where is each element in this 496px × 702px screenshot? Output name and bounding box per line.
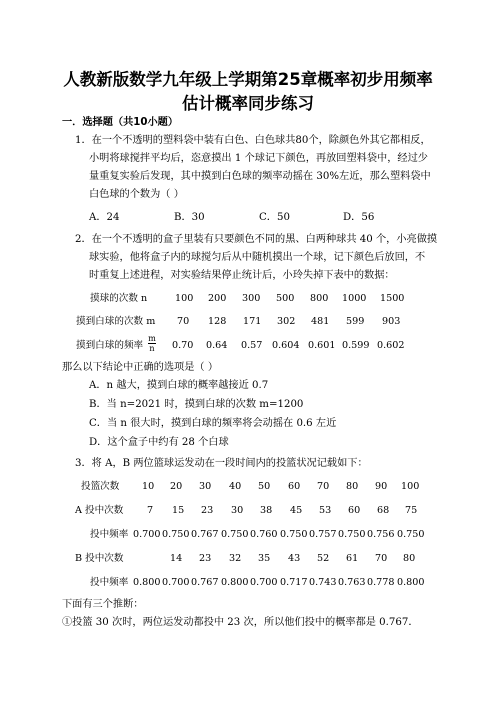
- q3-a-freq-cell: 0.700: [133, 529, 161, 540]
- section-heading: 一．选择题（共10小题）: [62, 117, 179, 128]
- q3-b-hits-cell: 43: [288, 553, 301, 564]
- q1-option-b: B．30: [174, 212, 205, 223]
- q3-a-freq-cell: 0.757: [309, 529, 337, 540]
- q3-header-cell: 60: [288, 481, 301, 492]
- q3-b-hits-label: B 投中次数: [75, 553, 124, 564]
- q2-row1-cell: 1500: [380, 293, 405, 304]
- q1-line-4: 白色球的个数为（ ）: [89, 189, 184, 200]
- q3-a-hits-cell: 38: [260, 505, 273, 516]
- fraction-numerator: m: [148, 334, 156, 343]
- q2-row3-cell: 0.64: [206, 340, 228, 351]
- q3-a-hits-cell: 23: [201, 505, 214, 516]
- q1-line-2: 小明将球搅拌平均后，恣意摸出 1 个球记下颜色，再放回塑料袋中，经过少: [89, 153, 428, 164]
- q3-prompt: 下面有三个推断：: [62, 599, 144, 610]
- q2-row2-label: 摸到白球的次数 m: [76, 316, 156, 327]
- q2-row2-cell: 903: [382, 316, 401, 327]
- q3-a-hits-label: A 投中次数: [75, 505, 124, 516]
- document-title-line2: 估计概率同步练习: [182, 94, 314, 113]
- q3-b-freq-cell: 0.700: [162, 577, 190, 588]
- q3-header-cell: 90: [375, 481, 388, 492]
- q3-intro: 3．将 A，B 两位篮球运发动在一段时间内的投篮状况记载如下：: [75, 458, 368, 469]
- q3-a-freq-cell: 0.760: [250, 529, 278, 540]
- q3-b-freq-cell: 0.767: [191, 577, 219, 588]
- q2-row2-cell: 171: [243, 316, 262, 327]
- q3-a-hits-cell: 7: [147, 505, 154, 516]
- q3-a-hits-cell: 45: [290, 505, 303, 516]
- q3-header-cell: 20: [170, 481, 183, 492]
- q2-option-c: C．当 n 很大时，摸到白球的频率将会动摇在 0.6 左近: [89, 418, 337, 429]
- q3-b-hits-cell: 23: [199, 553, 212, 564]
- q3-b-freq-cell: 0.778: [367, 577, 395, 588]
- q3-a-freq-label: 投中频率: [90, 529, 129, 540]
- q3-b-hits-cell: 32: [229, 553, 242, 564]
- q1-line-3: 量重复实验后发现，其中摸到白色球的频率动摇在 30%左近，那么塑料袋中: [89, 171, 431, 182]
- q3-b-freq-cell: 0.743: [309, 577, 337, 588]
- q3-b-hits-cell: 35: [258, 553, 271, 564]
- q3-a-hits-cell: 75: [405, 505, 418, 516]
- q2-line-3: 时重复上述进程，对实验结果停止统计后，小玲失掉下表中的数据：: [89, 270, 395, 281]
- q3-a-freq-cell: 0.750: [221, 529, 249, 540]
- q3-header-cell: 100: [401, 481, 420, 492]
- q2-row1-cell: 200: [208, 293, 227, 304]
- q3-header-cell: 50: [258, 481, 271, 492]
- q3-b-freq-cell: 0.717: [280, 577, 308, 588]
- q3-b-freq-cell: 0.800: [221, 577, 249, 588]
- q2-row1-cell: 100: [175, 293, 194, 304]
- q3-b-freq-cell: 0.800: [397, 577, 425, 588]
- q3-a-hits-cell: 53: [319, 505, 332, 516]
- q3-a-freq-cell: 0.750: [397, 529, 425, 540]
- q2-frequency-fraction: [148, 334, 156, 353]
- q2-row3-label: 摸到白球的频率: [76, 340, 144, 351]
- q2-row2-cell: 599: [346, 316, 365, 327]
- q3-a-freq-cell: 0.750: [280, 529, 308, 540]
- q3-inference-1: ①投篮 30 次时，两位运发动都投中 23 次，所以他们投中的概率都是 0.767．: [62, 617, 419, 628]
- q2-row2-cell: 481: [311, 316, 330, 327]
- q3-a-freq-cell: 0.750: [162, 529, 190, 540]
- document-title-line1: 人教新版数学九年级上学期第25章概率初步用频率: [63, 70, 433, 89]
- q3-header-cell: 10: [142, 481, 155, 492]
- q3-a-hits-cell: 60: [348, 505, 361, 516]
- q3-b-hits-cell: 80: [403, 553, 416, 564]
- q3-header-label: 投篮次数: [81, 481, 120, 492]
- q3-b-freq-cell: 0.800: [133, 577, 161, 588]
- q2-row3-cell: 0.601: [308, 340, 336, 351]
- q3-b-hits-cell: 52: [317, 553, 330, 564]
- q3-header-cell: 30: [199, 481, 212, 492]
- q3-header-cell: 40: [229, 481, 242, 492]
- q2-row1-cell: 800: [310, 293, 329, 304]
- q2-option-b: B．当 n=2021 时，摸到白球的次数 m=1200: [89, 399, 304, 410]
- q2-row1-cell: 500: [276, 293, 295, 304]
- q3-header-cell: 80: [346, 481, 359, 492]
- q3-b-hits-cell: 61: [346, 553, 359, 564]
- q2-option-d: D．这个盒子中约有 28 个白球: [89, 437, 229, 448]
- q3-a-hits-cell: 15: [172, 505, 185, 516]
- q1-option-d: D．56: [343, 212, 375, 223]
- q2-line-1: 2．在一个不透明的盒子里装有只要颜色不同的黑、白两种球共 40 个，小亮做摸: [75, 234, 438, 245]
- q2-row3-cell: 0.604: [272, 340, 300, 351]
- q2-prompt: 那么以下结论中正确的选项是（ ）: [62, 362, 219, 373]
- q2-row1-cell: 1000: [342, 293, 367, 304]
- q2-row3-cell: 0.70: [172, 340, 194, 351]
- q3-b-hits-cell: 14: [170, 553, 183, 564]
- q2-row1-cell: 300: [242, 293, 261, 304]
- q3-a-freq-cell: 0.750: [338, 529, 366, 540]
- q2-option-a: A．n 越大，摸到白球的概率越接近 0.7: [89, 380, 269, 391]
- q3-b-hits-cell: 70: [375, 553, 388, 564]
- q2-row3-cell: 0.57: [241, 340, 263, 351]
- q2-row1-label: 摸球的次数 n: [90, 293, 148, 304]
- q2-line-2: 球实验，他将盒子内的球搅匀后从中随机摸出一个球，记下颜色后放回，不: [89, 252, 426, 263]
- q3-a-hits-cell: 68: [377, 505, 390, 516]
- q3-a-freq-cell: 0.767: [191, 529, 219, 540]
- q3-a-freq-cell: 0.756: [367, 529, 395, 540]
- q1-option-a: A．24: [89, 212, 120, 223]
- q3-a-hits-cell: 30: [231, 505, 244, 516]
- fraction-denominator: n: [149, 344, 155, 353]
- q2-row2-cell: 70: [177, 316, 190, 327]
- q3-b-freq-cell: 0.763: [338, 577, 366, 588]
- q1-option-c: C．50: [259, 212, 290, 223]
- q1-line-1: 1．在一个不透明的塑料袋中装有白色、白色球共80个，除颜色外其它都相反，: [75, 135, 431, 146]
- q3-header-cell: 70: [317, 481, 330, 492]
- q2-row2-cell: 302: [277, 316, 296, 327]
- q3-b-freq-label: 投中频率: [90, 577, 129, 588]
- q2-row3-cell: 0.602: [377, 340, 405, 351]
- q3-b-freq-cell: 0.700: [250, 577, 278, 588]
- q2-row3-cell: 0.599: [342, 340, 370, 351]
- q2-row2-cell: 128: [208, 316, 227, 327]
